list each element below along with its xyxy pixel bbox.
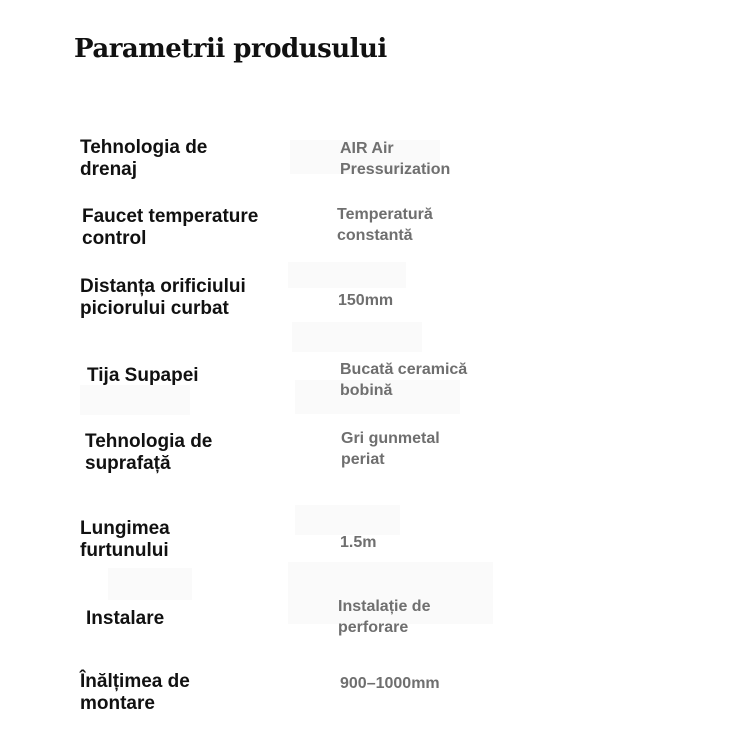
param-value-installation: Instalație de perforare	[338, 598, 431, 636]
param-label-drainage: Tehnologia de drenaj	[80, 137, 208, 180]
param-value-surface-technology: Gri gunmetal periat	[341, 430, 440, 468]
param-value-mounting-height: 900–1000mm	[340, 675, 440, 692]
param-label-temperature-control: Faucet temperature control	[82, 206, 259, 249]
background-shade	[108, 568, 192, 600]
param-value-spout-distance: 150mm	[338, 292, 394, 309]
page-title: Parametrii produsului	[74, 34, 387, 64]
param-label-mounting-height: Înălțimea de montare	[80, 671, 190, 714]
param-label-installation: Instalare	[86, 608, 165, 629]
param-label-spout-distance: Distanța orificiului piciorului curbat	[80, 276, 246, 319]
param-value-hose-length: 1.5m	[340, 534, 377, 551]
param-value-drainage: AIR Air Pressurization	[340, 140, 451, 178]
background-shade	[288, 262, 406, 288]
param-value-valve-stem: Bucată ceramică bobină	[340, 361, 468, 399]
param-value-temperature-control: Temperatură constantă	[337, 206, 433, 244]
background-shade	[80, 385, 190, 415]
param-label-hose-length: Lungimea furtunului	[80, 518, 170, 561]
background-shade	[295, 505, 400, 535]
param-label-valve-stem: Tija Supapei	[87, 365, 199, 386]
param-label-surface-technology: Tehnologia de suprafață	[85, 431, 213, 474]
background-shade	[292, 322, 422, 352]
